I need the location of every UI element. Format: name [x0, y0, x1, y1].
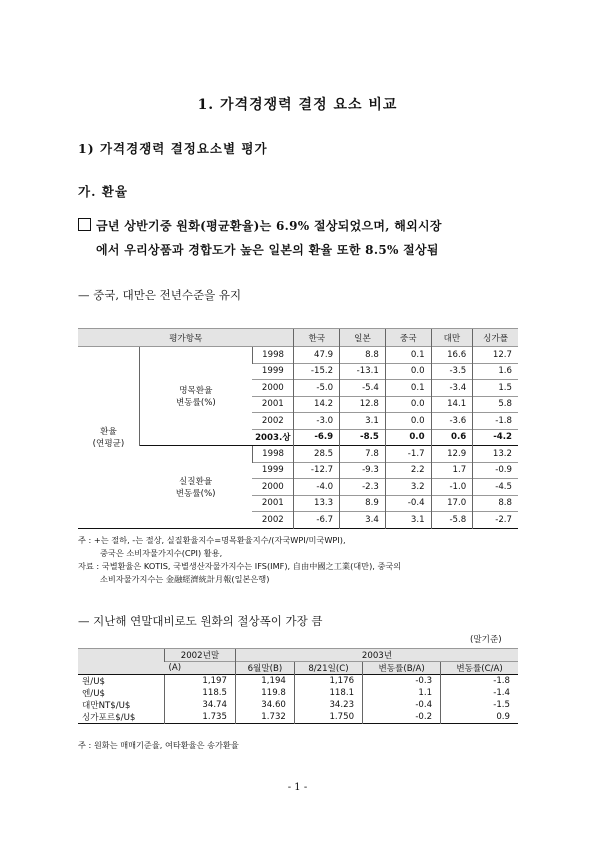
table2-subheader: 6월말(B) — [236, 662, 295, 675]
value-cell: 12.8 — [340, 396, 386, 413]
value-cell: -2.3 — [340, 479, 386, 496]
value-cell: 34.60 — [236, 699, 295, 711]
value-cell: -0.4 — [363, 699, 441, 711]
value-cell: 0.0 — [385, 413, 431, 430]
currency-label: 싱가포르$/U$ — [82, 713, 136, 723]
nominal-label-line: 명목환율 — [179, 386, 213, 396]
value-cell: 12.9 — [431, 446, 473, 463]
table2-header-blank — [78, 649, 165, 675]
table1-header-item: 평가항목 — [78, 329, 294, 347]
year-cell: 1999 — [252, 462, 294, 479]
value-cell: -12.7 — [294, 462, 340, 479]
value-cell: 1.750 — [294, 711, 362, 724]
value-cell: -4.5 — [473, 479, 518, 496]
table1-header-singapore: 싱가폴 — [473, 329, 518, 347]
year-cell: 2002 — [252, 413, 294, 430]
notes-line: 소비자물가지수는 金融經濟統計月報(일본은행) — [100, 574, 270, 584]
year-cell: 1998 — [252, 347, 294, 364]
table1-header-taiwan: 대만 — [431, 329, 473, 347]
value-cell: 1.7 — [431, 462, 473, 479]
value-cell: 5.8 — [473, 396, 518, 413]
value-cell: 13.3 — [294, 495, 340, 512]
value-cell: -1.8 — [441, 675, 518, 688]
table2-note: 주 : 원화는 매매기준율, 여타환율은 송가환율 — [78, 740, 239, 750]
value-cell: 47.9 — [294, 347, 340, 364]
unit-note: (말기준) — [470, 635, 502, 645]
year-end-comparison-table — [78, 648, 518, 724]
notes-line: 자료 : 국별환율은 KOTIS, 국별생산자물가지수는 IFS(IMF), 自由中國之工業(대만), 중국의 — [78, 561, 402, 571]
value-cell: -1.0 — [431, 479, 473, 496]
value-cell: -4.0 — [294, 479, 340, 496]
value-cell: -3.5 — [431, 363, 473, 380]
nominal-label-line: 변동률(%) — [175, 398, 216, 408]
value-cell: 3.4 — [340, 512, 386, 529]
value-cell: 1,194 — [236, 675, 295, 688]
value-cell: 119.8 — [236, 687, 295, 699]
value-cell: -4.2 — [473, 429, 518, 446]
page-number: - 1 - — [287, 782, 308, 793]
value-cell: 118.5 — [165, 687, 236, 699]
value-cell: 1.1 — [363, 687, 441, 699]
year-cell: 2003.상 — [252, 429, 294, 446]
value-cell: -3.6 — [431, 413, 473, 430]
value-cell: 0.0 — [385, 396, 431, 413]
bullet-point-1: — 중국, 대만은 전년수준을 유지 — [78, 288, 242, 302]
value-cell: 0.1 — [385, 347, 431, 364]
value-cell: 16.6 — [431, 347, 473, 364]
value-cell: 3.2 — [385, 479, 431, 496]
value-cell: -2.7 — [473, 512, 518, 529]
notes-line: 주 : +는 절하, -는 절상, 실질환율지수=명목환율지수/(자국WPI/미국WPI), — [78, 535, 346, 545]
main-point-line2: 에서 우리상품과 경합도가 높은 일본의 환율 또한 8.5% 절상됨 — [96, 243, 439, 257]
main-point-line1: 금년 상반기중 원화(평균환율)는 6.9% 절상되었으며, 해외시장 — [96, 219, 442, 233]
value-cell: -0.4 — [385, 495, 431, 512]
value-cell: 7.8 — [340, 446, 386, 463]
year-cell: 2002 — [252, 512, 294, 529]
currency-label: 원/U$ — [78, 675, 165, 688]
value-cell: -0.2 — [363, 711, 441, 724]
checkbox-square-icon — [78, 218, 91, 231]
value-cell: -5.0 — [294, 380, 340, 397]
value-cell: 1.5 — [473, 380, 518, 397]
value-cell: 8.9 — [340, 495, 386, 512]
value-cell: -6.7 — [294, 512, 340, 529]
year-cell: 2000 — [252, 479, 294, 496]
nominal-label — [139, 347, 252, 446]
value-cell: 118.1 — [294, 687, 362, 699]
bullet-point-2: — 지난해 연말대비로도 원화의 절상폭이 가장 큼 — [78, 614, 323, 628]
page-title: 1. 가격경쟁력 결정 요소 비교 — [197, 97, 398, 113]
currency-label: 대만NT$/U$ — [82, 701, 131, 711]
year-cell: 1999 — [252, 363, 294, 380]
table-row — [78, 675, 518, 688]
value-cell: 12.7 — [473, 347, 518, 364]
table2-header-2003: 2003년 — [236, 649, 519, 662]
value-cell: 13.2 — [473, 446, 518, 463]
table1-header-korea: 한국 — [294, 329, 340, 347]
value-cell: 0.1 — [385, 380, 431, 397]
value-cell: 1.735 — [165, 711, 236, 724]
table2-subheader: 변동률(C/A) — [441, 662, 518, 675]
table-row — [78, 699, 518, 711]
value-cell: -9.3 — [340, 462, 386, 479]
value-cell: 17.0 — [431, 495, 473, 512]
table-row — [78, 446, 518, 463]
value-cell: -15.2 — [294, 363, 340, 380]
value-cell: -1.4 — [441, 687, 518, 699]
value-cell: 2.2 — [385, 462, 431, 479]
value-cell: -1.7 — [385, 446, 431, 463]
table1-header-japan: 일본 — [340, 329, 386, 347]
table2-header-2002: 2002년말 — [165, 649, 236, 662]
exchange-rate-table — [78, 328, 518, 529]
group-label — [78, 347, 139, 529]
value-cell: 14.2 — [294, 396, 340, 413]
value-cell: 34.74 — [165, 699, 236, 711]
value-cell: 8.8 — [473, 495, 518, 512]
table1-notes — [78, 534, 401, 586]
table-row — [78, 687, 518, 699]
currency-label: 엔/U$ — [82, 689, 105, 699]
year-cell: 1998 — [252, 446, 294, 463]
group-label-line: (연평균) — [92, 439, 125, 450]
year-cell: 2000 — [252, 380, 294, 397]
value-cell: -8.5 — [340, 429, 386, 446]
year-cell: 2001 — [252, 495, 294, 512]
value-cell: 8.8 — [340, 347, 386, 364]
group-label-line: 환율 — [100, 427, 117, 438]
table-row — [78, 347, 518, 364]
value-cell: -0.9 — [473, 462, 518, 479]
table-row — [78, 711, 518, 724]
value-cell: 0.6 — [431, 429, 473, 446]
section-heading: 1) 가격경쟁력 결정요소별 평가 — [78, 141, 268, 156]
value-cell: -1.8 — [473, 413, 518, 430]
value-cell: 1,197 — [165, 675, 236, 688]
value-cell: 28.5 — [294, 446, 340, 463]
real-label — [139, 446, 252, 529]
value-cell: 1.732 — [236, 711, 295, 724]
subsection-heading: 가. 환율 — [78, 184, 128, 199]
value-cell: 34.23 — [294, 699, 362, 711]
value-cell: -5.4 — [340, 380, 386, 397]
value-cell: 0.0 — [385, 429, 431, 446]
value-cell: 3.1 — [340, 413, 386, 430]
value-cell: -3.0 — [294, 413, 340, 430]
year-cell: 2001 — [252, 396, 294, 413]
value-cell: -1.5 — [441, 699, 518, 711]
value-cell: -5.8 — [431, 512, 473, 529]
table2-subheader: 변동률(B/A) — [363, 662, 441, 675]
real-label-line: 실질환율 — [179, 476, 213, 487]
notes-line: 중국은 소비자물가지수(CPI) 활용, — [100, 548, 223, 558]
value-cell: 1,176 — [294, 675, 362, 688]
value-cell: -6.9 — [294, 429, 340, 446]
real-label-line: 변동률(%) — [175, 488, 216, 499]
value-cell: 14.1 — [431, 396, 473, 413]
table2-header-2002-sub: (A) — [165, 662, 236, 675]
value-cell: -0.3 — [363, 675, 441, 688]
value-cell: -13.1 — [340, 363, 386, 380]
table1-header-china: 중국 — [385, 329, 431, 347]
value-cell: 3.1 — [385, 512, 431, 529]
value-cell: 1.6 — [473, 363, 518, 380]
value-cell: 0.9 — [441, 711, 518, 724]
value-cell: 0.0 — [385, 363, 431, 380]
value-cell: -3.4 — [431, 380, 473, 397]
table2-subheader: 8/21일(C) — [294, 662, 362, 675]
